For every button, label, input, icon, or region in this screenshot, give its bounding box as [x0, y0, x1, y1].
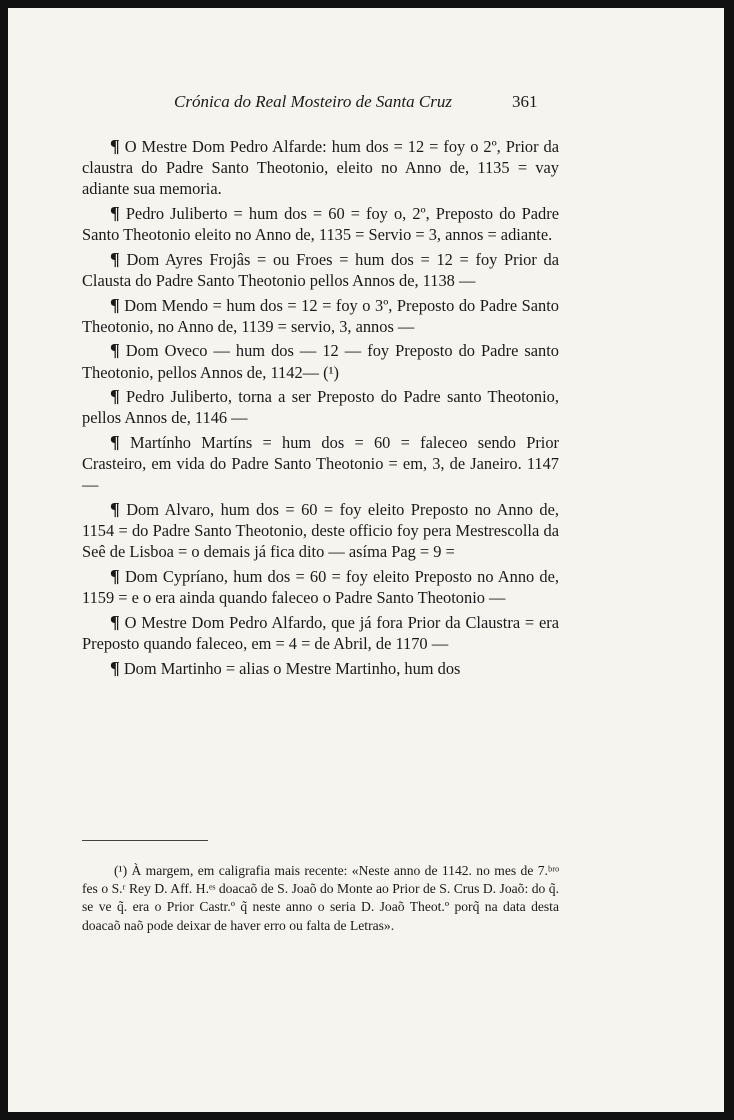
paragraph: ¶ Martínho Martíns = hum dos = 60 = faleceo sendo Prior Crasteiro, em vida do Padre Santo Theotonio = em, 3, de Janeiro. 1147 — [82, 431, 559, 495]
paragraph: ¶ O Mestre Dom Pedro Alfarde: hum dos = 12 = foy o 2º, Prior da claustra do Padre Santo Theotonio, eleito no Anno de, 1135 = vay adiante sua memoria. [82, 136, 559, 199]
paragraph: ¶ Pedro Juliberto = hum dos = 60 = foy o, 2º, Preposto do Padre Santo Theotonio eleito no Anno de, 1135 = Servio = 3, annos = adiante. [82, 203, 559, 245]
pilcrow-icon: ¶ [110, 294, 120, 315]
pilcrow-icon: ¶ [110, 657, 120, 678]
book-page [8, 8, 724, 1112]
pilcrow-icon: ¶ [110, 431, 120, 452]
paragraph: ¶ Dom Alvaro, hum dos = 60 = foy eleito Preposto no Anno de, 1154 = do Padre Santo Theotonio, deste officio foy pera Mestrescolla da Seê de Lisboa = o demais já fica dito — asíma Pag = 9 = [82, 498, 559, 562]
main-text [82, 136, 559, 682]
footnote-divider [82, 840, 208, 841]
paragraph: ¶ Dom Ayres Frojâs = ou Froes = hum dos = 12 = foy Prior da Clausta do Padre Santo Theotonio pellos Annos de, 1138 — [82, 248, 560, 290]
paragraph: ¶ Dom Oveco — hum dos — 12 — foy Preposto do Padre santo Theotonio, pellos Annos de, 1142— (¹) [82, 340, 559, 382]
paragraph: ¶ Dom Cypríano, hum dos = 60 = foy eleito Preposto no Anno de, 1159 = e o era ainda quando faleceo o Padre Santo Theotonio — [82, 565, 559, 608]
running-header [8, 92, 724, 116]
pilcrow-icon: ¶ [110, 340, 120, 361]
running-title: Crónica do Real Mosteiro de Santa Cruz [174, 92, 452, 111]
footnote: (¹) À margem, em caligrafia mais recente: «Neste anno de 1142. no mes de 7.ᵇʳᵒ fes o S.ʳ Rey D. Aff. H.ᵉˢ doacaõ de S. Joaõ do Monte ao Prior de S. Crus D. Joaõ: do q̃. se ve q̃. era o Prior Castr.º q̃ neste anno o seria D. Joaõ Theot.º porq̃ na data desta doacaõ naõ pode deixar de haver erro ou falta de Letras». [82, 863, 559, 933]
pilcrow-icon: ¶ [110, 248, 120, 269]
pilcrow-icon: ¶ [110, 498, 120, 519]
paragraph: ¶ Dom Mendo = hum dos = 12 = foy o 3º, Preposto do Padre Santo Theotonio, no Anno de, 1139 = servio, 3, annos — [82, 294, 559, 336]
paragraph: ¶ Dom Martinho = alias o Mestre Martinho, hum dos [110, 657, 461, 678]
pilcrow-icon: ¶ [110, 565, 120, 586]
paragraph: ¶ O Mestre Dom Pedro Alfardo, que já fora Prior da Claustra = era Preposto quando faleceo, em = 4 = de Abril, de 1170 — [82, 611, 559, 653]
pilcrow-icon: ¶ [110, 203, 120, 223]
pilcrow-icon: ¶ [110, 386, 120, 407]
page-number: 361 [512, 92, 538, 111]
paragraph: ¶ Pedro Juliberto, torna a ser Preposto do Padre santo Theotonio, pellos Annos de, 1146 — [82, 386, 559, 428]
pilcrow-icon: ¶ [110, 611, 120, 632]
pilcrow-icon: ¶ [110, 136, 120, 156]
